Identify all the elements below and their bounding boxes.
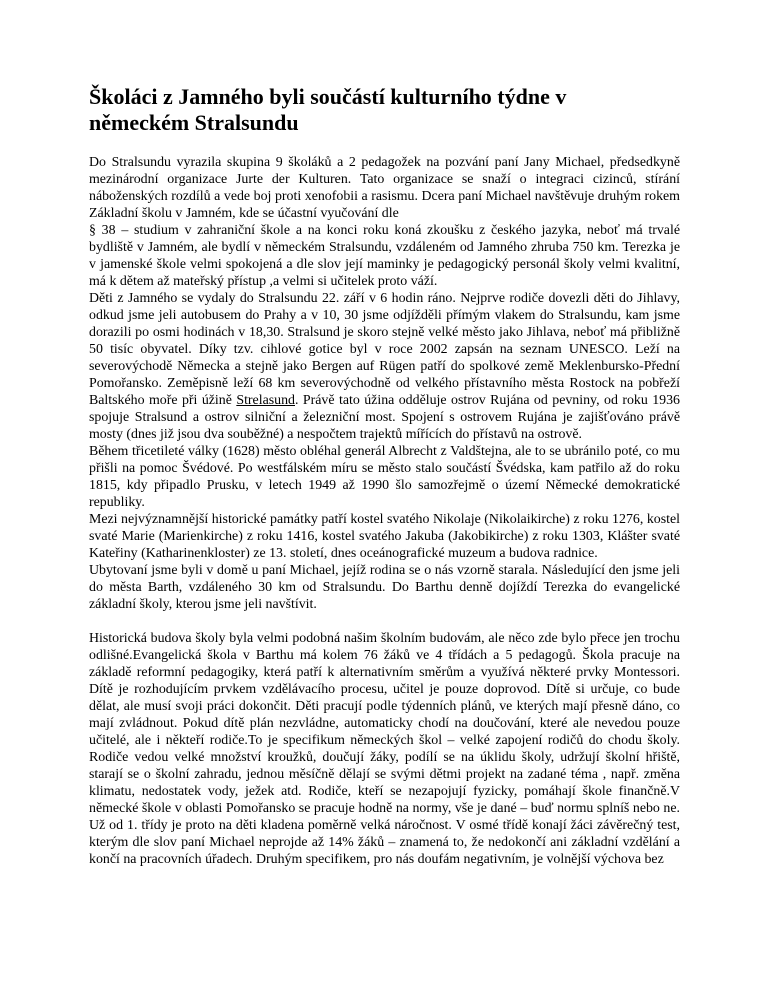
title-line-2: německém Stralsundu: [89, 110, 299, 135]
paragraph-journey-text-a: Děti z Jamného se vydaly do Stralsundu 22. září v 6 hodin ráno. Nejprve rodiče dovezli děti do Jihlavy, odkud jsme jeli autobusem do Prahy a v 10, 30 jsme odjížděli přímým vlakem do Stralsundu, kam jsme dorazili po osmi hodinách v 18,30. Stralsund je skoro stejně velké město jako Jihlava, neboť má přibližně 50 tisíc obyvatel. Díky tzv. cihlové gotice byl v roce 2002 zapsán na seznam UNESCO. Leží na severovýchodě Německa a stejně jako Bergen auf Rügen patří do spolkové země Meklenbursko-Přední Pomořansko. Zeměpisně leží 68 km severovýchodně od velkého přístavního města Rostock na pobřeží Baltského moře při úžině: [89, 291, 680, 408]
paragraph-school: Historická budova školy byla velmi podobná našim školním budovám, ale něco zde bylo přece jen trochu odlišné.Evangelická škola v Barthu má kolem 76 žáků ve 4 třídách a 5 pedagogů. Škola pracuje na základě reformní pedagogiky, která patří k alternativním směrům a využívá některé prvky Montessori. Dítě je rozhodujícím prvkem vzdělávacího procesu, učitel je pouze doprovod. Dítě si určuje, co bude dělat, ale musí svoji práci dokončit. Děti pracují podle týdenních plánů, ve kterých mají přesně dáno, co mají zvládnout. Pokud dítě plán nezvládne, automaticky chodí na doučování, které ale nevedou pouze učitelé, ale i někteří rodiče.To je specifikum německých škol – velké zapojení rodičů do chodu školy. Rodiče vedou velké množství kroužků, doučují žáky, podílí se na úklidu školy, udržují školní hřiště, starají se o školní zahradu, jednou měsíčně dělají se svými dětmi projekt na zadané téma , např. změna klimatu, nedostatek vody, ježek atd. Rodiče, kteří se nezapojují fyzicky, pomáhají škole finančně.V německé škole v oblasti Pomořansko se pracuje hodně na normy, vše je dané – buď normu splníš nebo ne. Už od 1. třídy je proto na děti kladena poměrně velká náročnost. V osmé třídě konají žáci závěrečný test, kterým dle slov paní Michael neprojde až 14% žáků – znamená to, že nedokončí ani základní vzdělání a končí na pracovních úřadech. Druhým specifikem, pro nás doufám negativním, je volnější výchova bez: [89, 631, 680, 867]
article-body: [89, 154, 680, 868]
paragraph-journey-text-b: . Právě tato úžina odděluje ostrov Rujána od pevniny, od roku 1936 spojuje Stralsund a ostrov silniční a železniční most. Spojení s ostrovem Rujána je zajišťováno právě mosty (dnes již jsou dva souběžné) a nespočtem trajektů mířících do přístavů na ostrově.: [89, 393, 680, 442]
paragraph-intro: Do Stralsundu vyrazila skupina 9 školáků a 2 pedagožek na pozvání paní Jany Michael, předsedkyně mezinárodní organizace Jurte der Kulturen. Tato organizace se snaží o integraci cizinců, stírání náboženských rozdílů a vede boj proti xenofobii a rasismu. Dcera paní Michael navštěvuje druhým rokem Základní školu v Jamném, kde se účastní vyučování dle: [89, 155, 680, 221]
paragraph-spacer: [89, 613, 680, 630]
article-title: [89, 84, 689, 136]
paragraph-journey: [89, 290, 680, 443]
paragraph-monuments: Mezi nejvýznamnější historické památky patří kostel svatého Nikolaje (Nikolaikirche) z roku 1276, kostel svaté Marie (Marienkirche) z roku 1416, kostel svatého Jakuba (Jakobikirche) z roku 1303, Klášter svaté Kateřiny (Katharinenkloster) ze 13. století, dnes oceánografické muzeum a budova radnice.: [89, 512, 680, 561]
title-line-1: Školáci z Jamného byli součástí kulturního týdne v: [89, 84, 567, 109]
paragraph-history: Během třicetileté války (1628) město obléhal generál Albrecht z Valdštejna, ale to se ubránilo poté, co mu přišli na pomoc Švédové. Po westfálském míru se město stalo součástí Švédska, kam patřilo až do roku 1815, kdy připadlo Prusku, v letech 1949 až 1990 šlo samozřejmě o území Německé demokratické republiky.: [89, 444, 680, 510]
paragraph-terezka: § 38 – studium v zahraniční škole a na konci roku koná zkoušku z českého jazyka, neboť má trvalé bydliště v Jamném, ale bydlí v německém Stralsundu, vzdáleném od Jamného zhruba 750 km. Terezka je v jamenské škole velmi spokojená a dle slov její maminky je pedagogický personál školy velmi kvalitní, má k dětem až mateřský přístup ,a velmi si učitelek proto váží.: [89, 223, 680, 289]
paragraph-accommodation: Ubytovaní jsme byli v domě u paní Michael, jejíž rodina se o nás vzorně starala. Následující den jsme jeli do města Barth, vzdáleného 30 km od Stralsundu. Do Barthu denně dojíždí Terezka do evangelické základní školy, kterou jsme jeli navštívit.: [89, 563, 680, 612]
strelasund-link[interactable]: Strelasund: [236, 393, 295, 408]
